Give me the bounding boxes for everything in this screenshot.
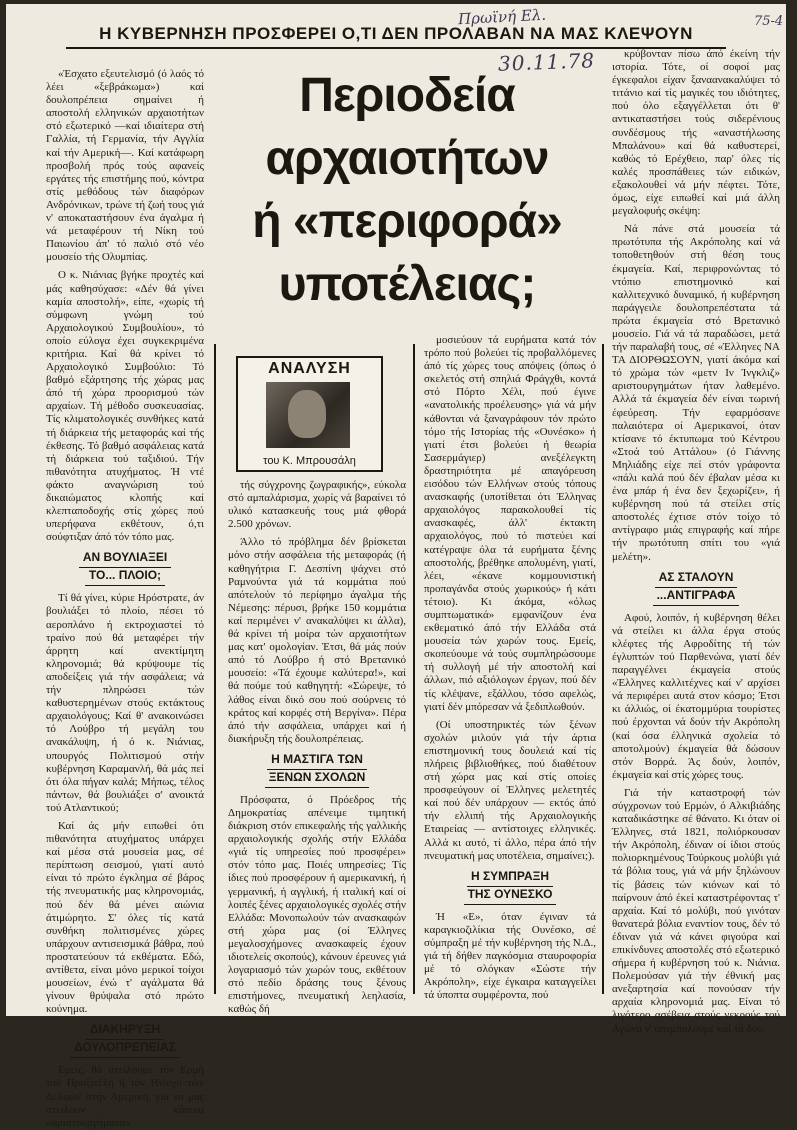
subheading-line: ΔΟΥΛΟΠΡΕΠΕΙΑΣ	[70, 1040, 180, 1058]
handwritten-date: 30.11.78	[497, 48, 596, 76]
handwritten-code: 75-4	[754, 14, 784, 29]
banner-headline: Η ΚΥΒΕΡΝΗΣΗ ΠΡΟΣΦΕΡΕΙ Ο,ΤΙ ΔΕΝ ΠΡΟΛΑΒΑΝ ΝΑ ΜΑΣ ΚΛΕΨΟΥΝ	[66, 24, 726, 49]
column-rule-3	[602, 344, 604, 994]
headline-line-3: ή «περιφορά»	[252, 195, 562, 248]
subheading-line: ΑΝ ΒΟΥΛΙΑΞΕΙ	[79, 550, 171, 568]
handwritten-newspaper-name: Πρωϊνή Ελ.	[457, 5, 547, 29]
headline-line-2: αρχαιοτήτων	[265, 132, 549, 185]
paragraph: Ο κ. Νιάνιας βγήκε προχτές καί μάς καθησύχασε: «Δέν θά γίνει καμία αποστολή», είπε, «χωρίς τή σύμφωνη γνώμη τού Αρχαιολογικού Συμβουλίου», τό οποίο εύλογα έχει συγκεκριμένα κριτήρια. Καί θά κρίνει τό Αρχαιολογικό Συμβούλιο: Τό βαθμό εξάρτησης τής χώρας μας άπό τή χώρα προορισμού τών αρχαίων. Τή μέθοδο συσκευασίας. Τίς κλιματολογικές συνθήκες κατά τή διάρκεια τής μεταφοράς καί τής έκθεσης. Τό βαθμό ασφάλειας κατά τή διάρκεια τού ταξιδιού. Τήν πιθανότητα ατυχήματος. Ή ντέ φάκτο αναγνώριση τού δικαιώματος κλοπής καί κλεπταποδοχής στίς χώρες πού υπερήφανα εκθέτουν, ό,τι σούφτιξαν άπό τόν τόπο μας.	[46, 269, 204, 544]
headline-line-1: Περιοδεία	[299, 69, 515, 122]
newspaper-clipping	[6, 4, 786, 1129]
paragraph: Άλλο τό πρόβλημα δέν βρίσκεται μόνο στήν ασφάλεια τής μεταφοράς (ή καθηγήτρια Γ. Δεσπίνη ψάχνει στό Ραμνούντα γιά τά κομμάτια πού απότελούν τό περίφημο άγαλμα τής Νέμεσης: πέρυσι, βρήκε 150 κομμάτια καί περιμένει ν' ανακαλύψει κι άλλα), θά κρίνει τή μοίρα τών αρχαιοτήτων μας κατ' ομολογίαν. Έτσι, θά μάς πούν από τό Λούβρο ή στό Βρετανικό μουσείο: «Τά έχουμε καλύτερα!», καί θά πούμε τού καθηγητή: «Σώρεψε, τό λάθος είναι δικό σου πού σούρνεις τό κράτος καί κορφές στή Βεργίνα». Πέρα άπό τήν ασφάλεια, υπάρχει καί ή διακήρυξη τής δουλοπρέπειας.	[228, 536, 406, 745]
analysis-label: ΑΝΑΛΥΣΗ	[268, 360, 351, 377]
analysis-box	[236, 356, 383, 472]
paragraph: Αφού, λοιπόν, ή κυβέρνηση θέλει νά στείλει κι άλλα έργα στούς κλέφτες τής Αφροδίτης τή τών έγλυπτών τού Παρθενώνα, γιατί δέν παραγγέλνει έκμαγεία στούς «Έλληνες καλλιτέχνες καί ν' αρχίσει νά περιφέρει αυτά στον κόσμο; Έτσι κι άλλιώς, οί έκατομμύρια τουρίστες πού έρχονται νά δούν τήν Ακρόπολη (καί όσα έλληνικά σχολεία τό αποτολμούν) έκμαγεία θά δώσουν στόν Βορρά. Άς δούν, λοιπόν, έκμαγεία καί στίς χώρες τους.	[612, 611, 780, 781]
headline-line-4: υποτέλειας;	[278, 258, 536, 311]
paragraph: κρύβονταν πίσω άπό έκείνη τήν ιστορία. Τότε, οί σοφοί μας έγκεφαλοι είχαν ξαναανακαλύψει τό τιτάνιο καί τίς μαγικές του ιδιότητες, πού όλο εξαγγέλλεται ότι θ' αντικαταστήσει τούς σιδερένιους συνδέσμους τής «αναστήλωσης Μπαλάνου» καί θά καθυστερεί, καθώς τό Ερέχθειο, παρ' όλες τίς καλές προσπάθειες τών ειδικών, εξακολουθεί νά μήν πέφτει. Τότε, όμως, είχε ειπωθεί καί μιά άλλη μεγαλοφυής σκέψη:	[612, 48, 780, 218]
paragraph: (Οί υποστηρικτές τών ξένων σχολών μιλούν γιά τήν άρτια επιστημονική τους δουλειά καί τίς πλήρεις βιβλιοθήκες, πού διαθέτουν στή χώρα μας καί στίς οποίες προσφεύγουν οί Έλληνες μελετητές καί πού δέν υπάρχουν — εκτός άπό τήν ελλιπή τής Αρχαιολογικής Εταιρείας — αντίστοιχες ελληνικές. Αλλά κι αυτό, τί άλλο, πέρα άπό τήν πνευματική μας υποτέλεια, σημαίνει;).	[424, 718, 596, 862]
column-rule-2	[413, 344, 415, 994]
subheading-foreign-schools	[228, 752, 406, 788]
subheading-line: ΞΕΝΩΝ ΣΧΟΛΩΝ	[265, 770, 370, 788]
subheading-line: ΔΙΑΚΗΡΥΞΗ	[86, 1022, 164, 1040]
subheading-line: ...ΑΝΤΙΓΡΑΦΑ	[653, 588, 740, 606]
paragraph: Τί θά γίνει, κύριε Ηρόστρατε, άν βουλιάξει τό πλοίο, πέσει τό αεροπλάνο ή εκτροχιαστεί τό τραίνο πού θά μεταφέρει τήν άρρητη καί ανεκτίμητη κληρονομιά; θά κρύψουμε τίς αποδείξεις γιά τήν ασφάλεια; νά τήν πληρώσει τών καθυστερημένων στούς εκτάκτους αρχαιολόγους; Καί θ' ανακοινώσει τό Λούβρο τή μεγάλη του ανακάλυψη, ή ό κ. Νιάνιας, υπουργός Πολιτισμού στήν κυβέρνηση Καραμανλή, θά μάς πεί ότι όλα πήγαν καλά; Μήπως, τέλος πάντων, θά βουλιάξει σ' ανοικτά τού Ατλαντικού;	[46, 592, 204, 814]
paragraph: τής σύγχρονης ζωγραφικής», εύκολα στό αμπαλάρισμα, χωρίς νά βαραίνει τό υλικό κατασκευής τους μιά φθορά 2.500 χρόνων.	[228, 479, 406, 531]
author-byline: του Κ. Μπρουσάλη	[263, 455, 356, 467]
paragraph: Εμείς, θά στείλουμε τόν Ερμή τού Πραξιτέλη ή τόν Ηνίοχο τών Δελφών στήν Αμερική, γιά νά μάς στείλουν κάποια «αριστουργήματα»	[46, 1064, 204, 1129]
main-headline	[232, 64, 582, 316]
paragraph: Ή «Ε», όταν έγιναν τά καραγκιοζιλίκια τής Ουνέσκο, σέ σύμπραξη μέ τήν κυβέρνηση τής Ν.Δ., γιά τή δήθεν παγκόσμια σταυροφορία μέ τό σλόγκαν «Σώστε τήν Ακρόπολη», είχε έγκαιρα καταγγείλει τά ύποπτα συμφέροντα, πού	[424, 910, 596, 1002]
column-1	[46, 68, 204, 1129]
author-face	[288, 390, 326, 438]
column-3	[424, 334, 596, 1002]
paragraph: «Έσχατο εξευτελισμό (ό λαός τό λέει «ξεβράκωμα») καί δουλοπρέπεια σημαίνει ή αποστολή ελληνικών αρχαιοτήτων στό εξωτερικό —καί ιδιαίτερα στή Γαλλία, τή Γερμανία, τήν Αγγλία καί τήν Αμερική—. Καί κατάφωρη προσβολή πρός τούς αφανείς εργάτες τής επιστήμης πού, κόντρα στίς μεθόδους τών διαφόρων Ανδρόνικων, τρώνε τή ζωή τους γιά ν' αποκαταστήσουν ένα άγαλμα ή νά μεταφέρουν τή Νίκη τού Παιωνίου άπ' τό παλιό στό νέο μουσείο τής Ολυμπίας.	[46, 68, 204, 264]
paragraph: Καί άς μήν ειπωθεί ότι πιθανότητα ατυχήματος υπάρχει καί μέσα στά μουσεία μας, σέ περίπτωση σεισμού, γιατί αυτό είναι τό πρώτο έγκλημα σέ βάρος τής πνευματικής μας κληρονομιάς, πού δέν θά μένει αιώνια άτιμώρητο. Σ' όλες τίς κατά συνθήκη πολιτισμένες χώρες υπάρχουν αντισεισμικά βάθρα, πού προστατεύουν τά εκθέματα. Εδώ, αντίθετα, είναι μόνο μερικοί τοίχοι μουσείων, ένώ τ' αγάλματα θά γίνουν θρύψαλα στό πρώτο κούνημα.	[46, 819, 204, 1016]
subheading-line: ΤΗΣ ΟΥΝΕΣΚΟ	[464, 887, 557, 905]
subheading-line: Η ΜΑΣΤΙΓΑ ΤΩΝ	[267, 752, 367, 770]
column-rule-1	[214, 344, 216, 994]
subheading-copies	[612, 570, 780, 606]
subheading-line: Η ΣΥΜΠΡΑΞΗ	[467, 869, 553, 887]
subheading-declaration	[46, 1022, 204, 1058]
subheading-line: ΑΣ ΣΤΑΛΟΥΝ	[655, 570, 738, 588]
author-photo	[266, 382, 350, 448]
subheading-line: ΤΟ... ΠΛΟΙΟ;	[85, 568, 165, 586]
paragraph: Γιά τήν καταστροφή τών σύγχρονων τού Ερμών, ό Αλκιβιάδης καταδικάστηκε σέ θάνατο. Κι όταν οί Έλληνες, στά 1821, πολιόρκουσαν τήν Ακρόπολη, έδιναν οί ίδιοι στούς πολιορκημένους Τούρκους μολύβι γιά τά βόλια τους, γιά νά μήν ξηλώνουν τίς βάσεις τών κιόνων καί τό παίρνουν άπό έκεί καταστρέφοντας τ' αρχαία. Καί τό μολύβι, πού γινόταν θανατερά βόλια εναντίον τους, δέν τό έδιναν γιά νά κάνει φιγούρα καί επικίνδυνες αποστολές στό εξωτερικό σήμερα ή κυβέρνηση τού κ. Νιάνια. Πολεμούσαν γιά τήν έθνική μας ανεξαρτησία καί πονούσαν τήν αρχαία κληρονομιά μας. Είναι τό λιγότερο ασέβεια στούς νεκρούς τού Αγώνα ν' απεμπολούμε καί τά δύο.	[612, 786, 780, 1035]
column-4	[612, 48, 780, 1035]
subheading-unesco	[424, 869, 596, 905]
paragraph: Πρόσφατα, ό Πρόεδρος τής Δημοκρατίας απένειμε τιμητική διάκριση στόν επικεφαλής τής γαλλικής αρχαιολογικής σχολής στήν Ελλάδα «γιά τίς υπηρεσίες πού προσφέρει» στόν τόπο μας. Ποιές υπηρεσίες; Τίς ίδιες πού προσφέρουν ή αμερικανική, ή γερμανική, ή αγγλική, ή ιταλική καί οί λοιπές ξένες αρχαιολογικές σχολές στήν Ελλάδα: Μονοπωλούν τών ανασκαφών στή χώρα μας (οί Έλληνες μεγαλοσχήμονες ανασκαφείς έχουν ιδιοτελείς σκοπούς), κάνουν έρευνες γιά λογαριασμό τών χωρών τους, εκθέτουν στό πεδίο δράσης τους ξένους επιστήμονες, πνευματική λεηλασία, καθώς δή	[228, 793, 406, 1016]
column-2	[228, 479, 406, 1016]
subheading-boat	[46, 550, 204, 586]
paragraph: μοσιεύουν τά ευρήματα κατά τόν τρόπο πού βολεύει τίς προβαλλόμενες άπό τίς χώρες τους απόψεις (όπως ό σκελετός στή σπηλιά Φράγχθι, κοντά στό Πόρτο Χέλι, πού έγινε «ανατολικής προέλευσης» γιά νά μήν κάθονται νά ξαναγράφουν τόν πρώτο τόμο τής Ιστορίας τής «Ουνέσκο» ή γιατί έτσι βολεύει ή θεωρία Σασερμάγιερ) ανεξέλεγκτη δραστηριότητα μέ απαγόρευση εισόδου τών Ελλήνων στούς τόπους ανασκαφής (υποτίθεται ότι Έλληνας αρχαιολόγος παρακολουθεί τίς ανασκαφές, άλλ' έκτακτη αρχαιολόγος, πού τό πιστεύει καί κατέγραψε όλα τά ευρήματα ξένης αποστολής, βρέθηκε απολυμένη, γιατί, λέει, «έκανε κομμουνιστική προπαγάνδα στούς χωρικούς» ή κάτι τέτοιο). Κι άκόμα, «όλως συμπτωματικά» εμφανίζουν ένα εκθεματικό άπό τήν Ελλάδα στά μουσεία τών χωρών τους. Εμείς, σκοπεύουμε νά τούς συμπληρώσουμε τή συλλογή μέ τήν αποστολή καί άλλων, πιό αξιόλογων έργων, πού δέν τίς κλέψανε, εξάλλου, τόσο αφελώς, γιατί δέν μπόρεσαν νά ξεδιπλωθούν.	[424, 334, 596, 713]
paragraph: Νά πάνε στά μουσεία τά πρωτότυπα τής Ακρόπολης καί νά τοποθετηθούν στή θέση τους έκμαγεία. Καί, περιφρονώντας τό ντόπιο επιστημονικό καί καλλιτεχνικό δυναμικό, ή κυβέρνηση παράγγειλε δουλοπρεπέστατα τά πρώτα έκμαγεία στό Βρετανικό μουσείο. Γιά νά τά παραδώσει, μετά τήν παραλαβή τους, σέ «Έλληνες ΝΑ ΤΑ ΔΙΟΡΘΩΣΟΥΝ, γιατί άκόμα καί τό χρώμα τών «μετν Ιν Ίνγκλιζ» αριστουργημάτων ήταν λαθεμένο. Αλλά τά έκμαγεία δέν είναι τωρινή έφεύρεση. Τήν εφαρμόσανε παλαιότερα οί Αμερικανοί, όταν κτίσανε τό έκτυπωμα τού Κέντρου «Στοά τού Αττάλου» (ό Γιάννης Μηλιάδης είχε πεί στόν γράφοντα «πάλι καλά πού δέν έβαλαν μέσα κι ένα μπάρ ή ένα δεν ξεχωρίζει», ή κυβέρνηση πού τά στείλει στίς αποστολές έχτισε στόν τοίχο τό αντίγραφο μιάς επιγραφής καί πήρε τήν πρωτότυπη σπίτι του «γιά μελέτη».	[612, 223, 780, 563]
